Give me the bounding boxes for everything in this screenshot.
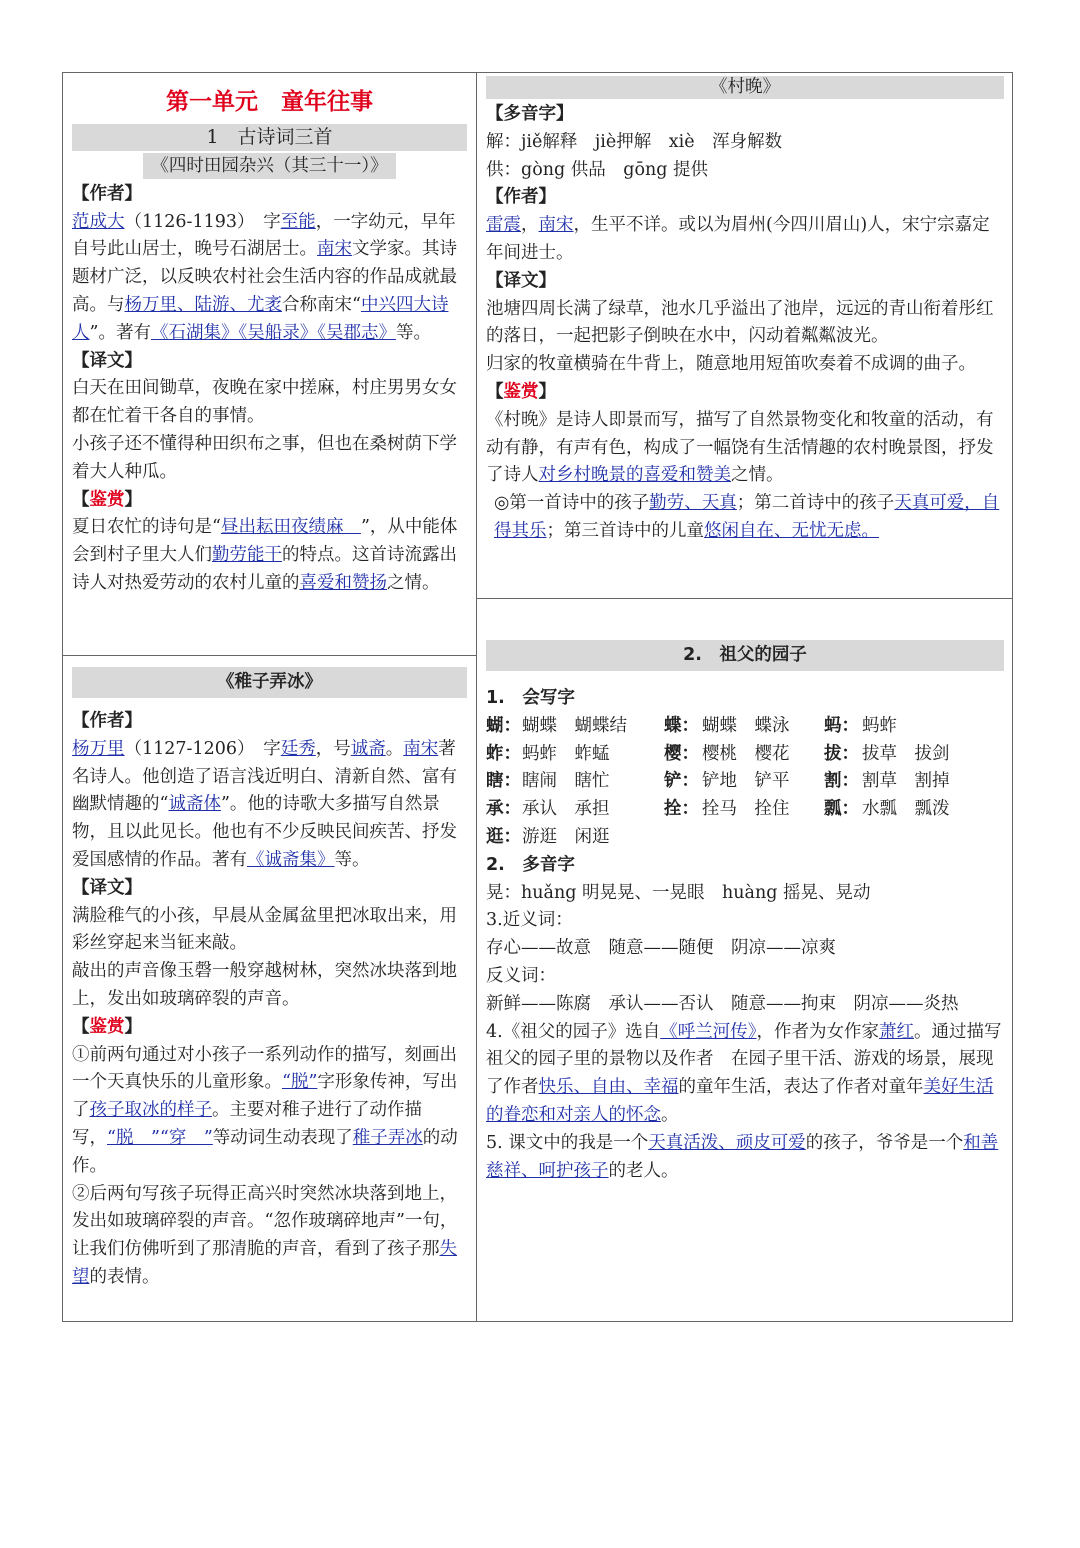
vocab-char: 蚱：: [486, 743, 521, 764]
poet-link-yang-wanli[interactable]: 杨万里: [72, 738, 125, 759]
appreciation-label-2: 【鉴赏】: [72, 1016, 142, 1037]
vocab-row: [486, 768, 1004, 796]
appreciation-label-text: 鉴赏: [89, 489, 125, 510]
vocab-words: 樱桃 樱花: [702, 743, 790, 764]
vocab-char: [664, 824, 702, 852]
section-writing-chars: 1. 会写字: [486, 688, 575, 708]
trait-link[interactable]: 勤劳能干: [212, 545, 282, 566]
poem3-translation-2: 归家的牧童横骑在牛背上，随意地用短笛吹奏着不成调的曲子。: [486, 354, 976, 375]
poem2-title: 《稚子弄冰》: [72, 667, 467, 698]
item-5: 5. 课文中的我是一个天真活泼、顽皮可爱的孩子，爷爷是一个和善慈祥、呵护孩子的老人。: [486, 1132, 999, 1181]
column-divider: [476, 72, 477, 1322]
poem3-title: 《村晚》: [486, 76, 1004, 99]
third-poem-child-link[interactable]: 悠闲自在、无忧无虑。: [704, 520, 879, 541]
grandpa-trait-link[interactable]: 和善慈祥、呵护孩子: [486, 1132, 999, 1181]
polyphone-huang: 晃：huǎng 明晃晃、一晃眼 huàng 摇晃、晃动: [486, 882, 871, 903]
poem1-translation-2: 小孩子还不懂得种田织布之事，但也在桑树荫下学着大人种瓜。: [72, 433, 457, 482]
lesson2-title: 2. 祖父的园子: [486, 640, 1004, 671]
pen-name-link[interactable]: 诚斋: [350, 738, 386, 759]
left-bottom-cell: [72, 667, 467, 1292]
poet-group-link[interactable]: 中兴四大诗人: [72, 294, 449, 343]
translation-label: 【译文】: [72, 350, 142, 371]
vocab-char: 蚂：: [824, 715, 859, 736]
vocab-char: 铲：: [664, 771, 699, 792]
unit-title: 第一单元 童年往事: [166, 89, 373, 115]
book-link[interactable]: 《呼兰河传》: [660, 1021, 757, 1042]
vocab-words: [702, 824, 824, 852]
vocab-char: 拔：: [824, 743, 859, 764]
appreciation-label-3: 【鉴赏】: [486, 381, 556, 402]
left-row-divider: [62, 655, 476, 656]
poem3-author-text: 雷震，南宋，生平不详。或以为眉州(今四川眉山)人，宋宁宗嘉定年间进士。: [486, 215, 990, 263]
vocab-char: 瓢：: [824, 799, 859, 820]
style-link[interactable]: 诚斋体: [168, 794, 221, 815]
poem2-translation-2: 敲出的声音像玉磬一般穿越树林，突然冰块落到地上，发出如玻璃碎裂的声音。: [72, 961, 457, 1009]
poem-comparison: ◎第一首诗中的孩子勤劳、天真；第二首诗中的孩子天真可爱，自得其乐；第三首诗中的儿童悠闲自在、无忧无虑。: [494, 493, 1000, 541]
works-link-2[interactable]: 《诚斋集》: [247, 849, 335, 870]
vocab-row: [486, 824, 1004, 852]
polyphone-jie: 解：jiě解释 jiè押解 xiè 浑身解数: [486, 131, 783, 152]
dynasty-link-3[interactable]: 南宋: [538, 215, 574, 236]
courtesy-name-link-2[interactable]: 廷秀: [280, 738, 316, 759]
play-ice-link[interactable]: 稚子弄冰: [352, 1127, 423, 1148]
vocab-words: 拔草 拔剑: [862, 743, 950, 764]
section-polyphones: 2. 多音字: [486, 854, 575, 875]
child-trait-link[interactable]: 天真活泼、顽皮可爱: [648, 1132, 806, 1153]
polyphone-gong: 供：gòng 供品 gōng 提供: [486, 159, 709, 180]
author-link-xiao-hong[interactable]: 萧红: [878, 1021, 914, 1042]
verb-tuo-link[interactable]: “脱”: [282, 1072, 318, 1093]
vocab-words: 蝴蝶 蝴蝶结: [522, 715, 627, 736]
poem2-appreciation-1: ①前两句通过对小孩子一系列动作的描写，刻画出一个天真快乐的儿童形象。“脱”字形象传神，写出了孩子取冰的样子。主要对稚子进行了动作描写，“脱 ”“穿 ”等动词生动表现了稚子弄冰的动作。: [72, 1044, 458, 1176]
peers-link[interactable]: 杨万里、陆游、尤袤: [124, 294, 282, 315]
ice-action-link[interactable]: 孩子取冰的样子: [89, 1100, 212, 1121]
vocab-char: 樱：: [664, 743, 699, 764]
vocab-words: 铲地 铲平: [702, 771, 790, 792]
poem2-appreciation-2: ②后两句写孩子玩得正高兴时突然冰块落到地上，发出如玻璃碎裂的声音。“忽作玻璃碎地声”一句，让我们仿佛听到了那清脆的声音，看到了孩子那失望的表情。: [72, 1183, 458, 1287]
poem1-author-text: 范成大（1126-1193） 字至能，一字幼元，早年自号此山居士，晚号石湖居士。南宋文学家。其诗题材广泛，以反映农村社会生活内容的作品成就最高。与杨万里、陆游、尤袤合称南宋“中兴四大诗人”。著有《石湖集》《吴船录》《吴郡志》等。: [72, 211, 457, 343]
synonyms-list: 存心——故意 随意——随便 阴凉——凉爽: [486, 938, 836, 959]
left-top-cell: [72, 84, 467, 598]
key-line-link[interactable]: 昼出耘田夜绩麻: [220, 517, 361, 538]
section-synonyms: 3.近义词：: [486, 910, 573, 931]
vocab-words: 蚂蚱: [862, 715, 897, 736]
vocab-row: [486, 741, 1004, 769]
polyphone-label: 【多音字】: [486, 104, 574, 124]
second-poem-child-link[interactable]: 天真可爱，自得其乐: [494, 493, 1000, 541]
vocab-char: 拴：: [664, 799, 699, 820]
courtesy-name-link[interactable]: 至能: [280, 211, 316, 232]
antonyms-label: 反义词：: [486, 965, 556, 986]
vocab-char: 蝴：: [486, 715, 521, 736]
item-4: 4.《祖父的园子》选自《呼兰河传》，作者为女作家萧红。通过描写祖父的园子里的景物以及作者 在园子里干活、游戏的场景，展现了作者快乐、自由、幸福的童年生活，表达了作者对童年美好生活的眷恋和对亲人的怀念。: [486, 1021, 1002, 1125]
vocab-words: [862, 824, 992, 852]
author-label-3: 【作者】: [486, 187, 556, 208]
author-label-2: 【作者】: [72, 711, 142, 731]
disappointed-link[interactable]: 失望: [72, 1239, 457, 1287]
love-village-link[interactable]: 对乡村晚景的喜爱和赞美: [538, 465, 731, 486]
poem1-appreciation: 夏日农忙的诗句是“昼出耘田夜绩麻 ”，从中能体会到村子里大人们勤劳能干的特点。这首诗流露出诗人对热爱劳动的农村儿童的喜爱和赞扬之情。: [72, 517, 458, 593]
appreciation-label: 【鉴赏】: [72, 489, 142, 510]
translation-label-2: 【译文】: [72, 877, 142, 898]
vocab-words: 割草 割掉: [862, 771, 950, 792]
first-poem-child-link[interactable]: 勤劳、天真: [649, 493, 737, 514]
poem2-author-text: 杨万里（1127-1206） 字廷秀，号诚斋。南宋著名诗人。他创造了语言浅近明白、清新自然、富有幽默情趣的“诚斋体”。他的诗歌大多描写自然景物，且以此见长。他也有不少反映民间疾苦、抒发爱国感情的作品。著有《诚斋集》等。: [72, 738, 457, 870]
vocab-words: 蝴蝶 蝶泳: [702, 715, 790, 736]
vocab-words: 拴马 拴住: [702, 799, 790, 820]
author-label: 【作者】: [72, 183, 142, 204]
vocab-row: [486, 796, 1004, 824]
poem1-translation-1: 白天在田间锄草，夜晚在家中搓麻，村庄男男女女都在忙着干各自的事情。: [72, 378, 457, 427]
vocab-char: 瞎：: [486, 771, 521, 792]
appreciation-label-text-3: 鉴赏: [503, 381, 539, 402]
nostalgia-link[interactable]: 美好生活的眷恋和对亲人的怀念: [486, 1077, 994, 1125]
vocab-row: [486, 713, 1004, 741]
poem3-translation-1: 池塘四周长满了绿草，池水几乎溢出了池岸，远远的青山衔着彤红的落日，一起把影子倒映在水中，闪动着粼粼波光。: [486, 298, 994, 347]
vocab-words: 游逛 闲逛: [522, 826, 610, 847]
translation-label-3: 【译文】: [486, 270, 556, 291]
right-bottom-cell: [486, 640, 1004, 1185]
right-row-divider: [476, 598, 1013, 599]
vocab-words: 水瓢 瓢泼: [862, 799, 950, 820]
right-top-cell: [486, 76, 1004, 546]
appreciation-label-text-2: 鉴赏: [89, 1016, 125, 1037]
vocab-char: 逛：: [486, 826, 521, 847]
poem3-appreciation: 《村晚》是诗人即景而写，描写了自然景物变化和牧童的活动，有动有静，有声有色，构成了一幅饶有生活情趣的农村晚景图，抒发了诗人对乡村晚景的喜爱和赞美之情。: [486, 409, 994, 486]
poem1-title: 《四时田园杂兴（其三十一）》: [143, 153, 395, 179]
lesson-title: 1 古诗词三首: [72, 124, 467, 151]
poet-link-lei-zhen[interactable]: 雷震: [486, 215, 521, 236]
vocab-words: 瞎闹 瞎忙: [522, 771, 610, 792]
poem2-translation-1: 满脸稚气的小孩，早晨从金属盆里把冰取出来，用彩丝穿起来当钲来敲。: [72, 905, 457, 954]
vocab-char: 蝶：: [664, 715, 699, 736]
childhood-life-link[interactable]: 快乐、自由、幸福: [538, 1077, 679, 1098]
vocab-char: 割：: [824, 771, 859, 792]
works-link[interactable]: 《石湖集》《吴船录》《吴郡志》: [150, 322, 396, 343]
vocab-char: [824, 824, 862, 852]
vocab-words: 蚂蚱 蚱蜢: [522, 743, 610, 764]
emotion-link[interactable]: 喜爱和赞扬: [299, 572, 387, 593]
vocab-char: 承：: [486, 799, 521, 820]
antonyms-list: 新鲜——陈腐 承认——否认 随意——拘束 阴凉——炎热: [486, 993, 959, 1014]
verbs-link[interactable]: “脱 ”“穿 ”: [107, 1127, 213, 1148]
poet-link-fan-chengda[interactable]: 范成大: [72, 211, 125, 232]
vocab-words: 承认 承担: [522, 799, 610, 820]
vocab-grid: [486, 713, 1004, 852]
dynasty-link-2[interactable]: 南宋: [403, 738, 439, 759]
dynasty-link[interactable]: 南宋: [317, 239, 352, 260]
